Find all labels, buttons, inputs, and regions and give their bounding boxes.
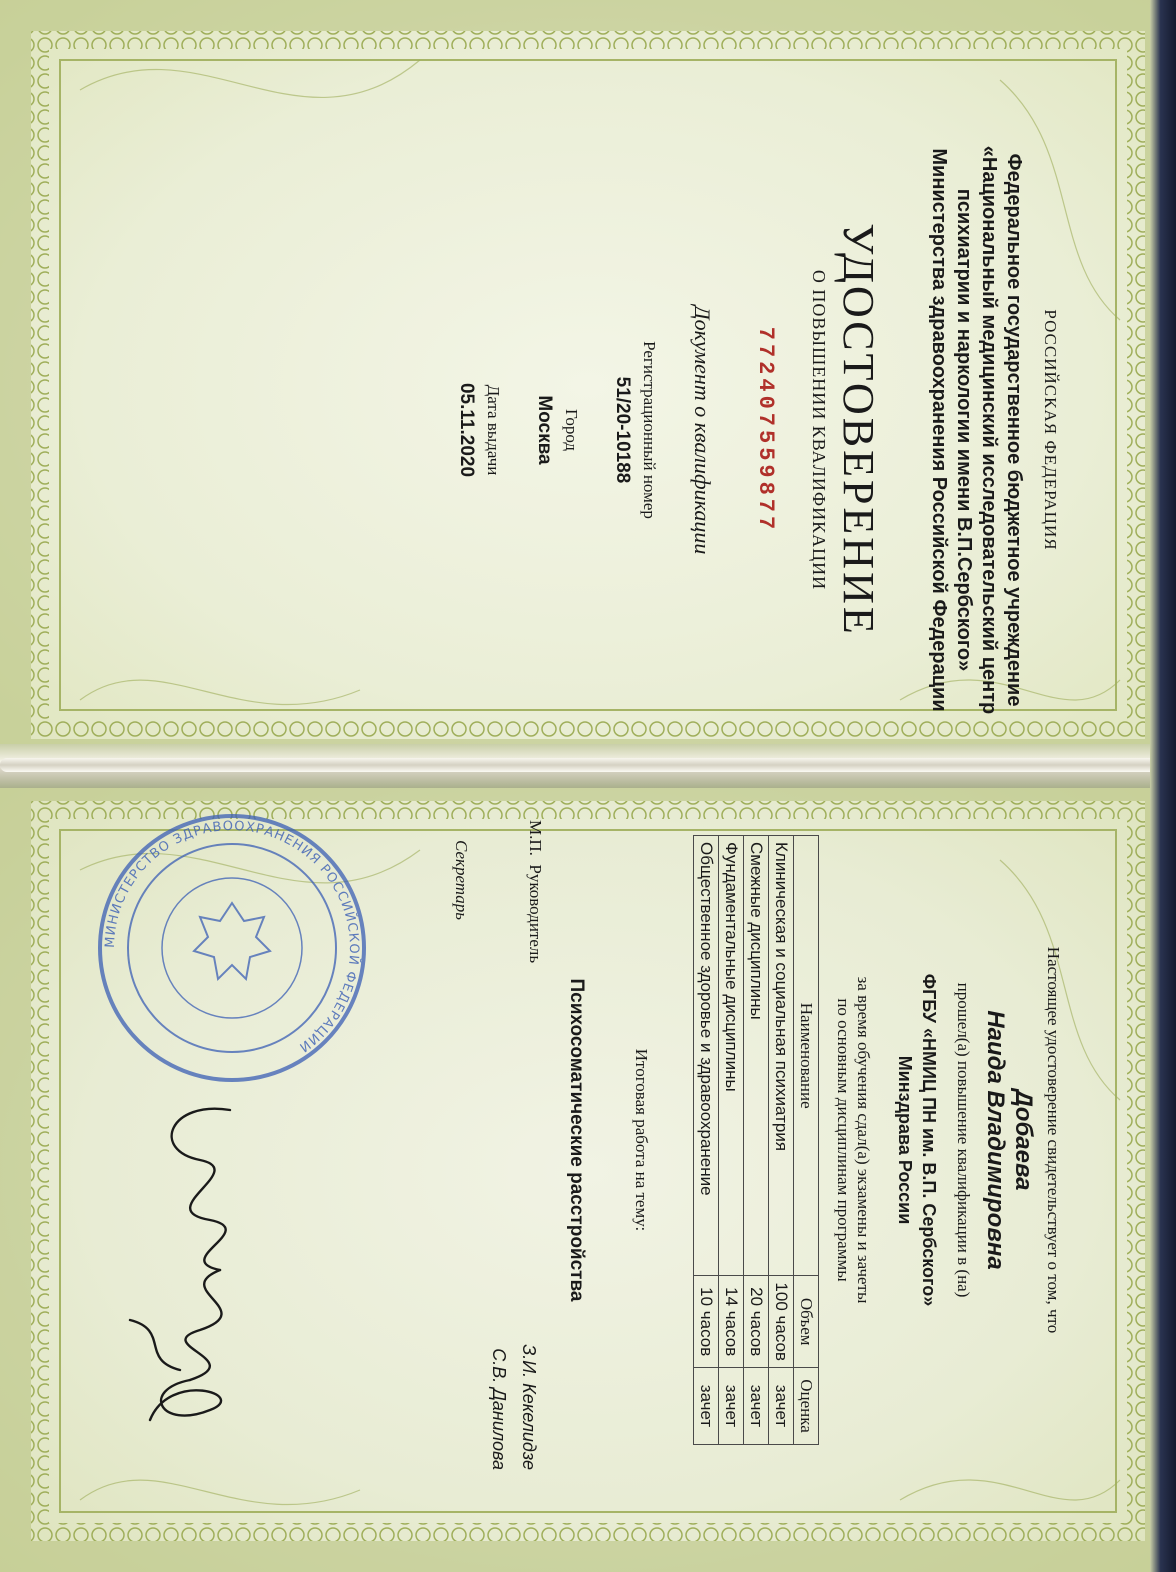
institution-line: ФГБУ «НМИЦ ПН им. В.П. Сербского» <box>919 973 939 1307</box>
subject-name: Фундаментальные дисциплины <box>719 836 744 1276</box>
issuing-organization <box>926 110 1026 750</box>
subject-name: Клиническая и социальная психиатрия <box>769 836 794 1276</box>
column-header-grade: Оценка <box>794 1368 819 1445</box>
organization-line: Федеральное государственное бюджетное учреждение <box>1003 153 1025 707</box>
issue-date-label: Дата выдачи <box>484 384 503 476</box>
city-value: Москва <box>534 395 555 465</box>
subject-volume: 100 часов <box>769 1276 794 1368</box>
training-institution <box>893 800 941 1480</box>
final-work-topic: Психосоматические расстройства <box>566 978 587 1302</box>
table-row <box>744 836 769 1445</box>
secretary-label: Секретарь <box>452 840 471 920</box>
column-header-name: Наименование <box>794 836 819 1276</box>
top-page <box>0 0 1176 770</box>
subject-grade: зачет <box>719 1368 744 1445</box>
subjects-table <box>693 835 819 1445</box>
organization-line: «Национальный медицинский исследовательский центр <box>978 145 1000 715</box>
registration-number: 51/20-10188 <box>612 376 633 484</box>
subject-grade: зачет <box>769 1368 794 1445</box>
signature-block <box>425 800 545 1480</box>
top-page-content <box>100 110 1100 750</box>
serial-number: 772407559877 <box>753 326 778 534</box>
table-row <box>769 836 794 1445</box>
subject-volume: 20 часов <box>744 1276 769 1368</box>
official-seal-icon <box>92 808 372 1088</box>
completed-text: прошел(а) повышение квалификации в (на) <box>954 982 973 1298</box>
stamp-place-label <box>525 820 545 963</box>
table-header-row <box>794 836 819 1445</box>
recipient-name <box>981 800 1037 1480</box>
registration-label: Регистрационный номер <box>640 341 659 519</box>
exam-line: по основным дисциплинам программы <box>834 998 853 1282</box>
city-label: Город <box>562 409 581 451</box>
organization-line: психиатрии и наркологии имени В.П.Сербского» <box>953 188 975 672</box>
document-subtitle: О ПОВЫШЕНИИ КВАЛИФИКАЦИИ <box>809 269 829 591</box>
organization-line: Министерства здравоохранения Российской Федерации <box>928 148 950 712</box>
document-kind: Документ о квалификации <box>690 305 715 555</box>
country-name: РОССИЙСКАЯ ФЕДЕРАЦИЯ <box>1041 309 1060 551</box>
institution-line: Минздрава России <box>895 1055 915 1225</box>
stamp-label: М.П. <box>526 820 545 856</box>
table-row <box>694 836 719 1445</box>
subject-name: Смежные дисциплины <box>744 836 769 1276</box>
recipient-surname: Добаева <box>1010 1089 1037 1191</box>
intro-text: Настоящее удостоверение свидетельствует о том, что <box>1044 946 1063 1334</box>
subject-volume: 10 часов <box>694 1276 719 1368</box>
issue-date: 05.11.2020 <box>456 382 477 478</box>
exam-line: за время обучения сдал(а) экзамены и зачеты <box>854 976 873 1304</box>
signatory-head: З.И. Кекелидзе <box>519 1344 539 1470</box>
subject-grade: зачет <box>694 1368 719 1445</box>
subject-volume: 14 часов <box>719 1276 744 1368</box>
final-work-label: Итоговая работа на тему: <box>632 1048 651 1232</box>
column-header-volume: Объем <box>794 1276 819 1368</box>
signatory-secretary: С.В. Данилова <box>489 1348 509 1470</box>
table-row <box>719 836 744 1445</box>
handwritten-signature <box>110 1090 280 1450</box>
document-title: УДОСТОВЕРЕНИЕ <box>834 223 883 637</box>
exam-text <box>833 800 873 1480</box>
subject-name: Общественное здоровье и здравоохранение <box>694 836 719 1276</box>
recipient-given-names: Наида Владимировна <box>982 1010 1009 1270</box>
head-label: Руководитель <box>526 864 545 964</box>
seal-text: МИНИСТЕРСТВО ЗДРАВООХРАНЕНИЯ РОССИЙСКОЙ ФЕДЕРАЦИИ <box>102 818 362 1055</box>
subject-grade: зачет <box>744 1368 769 1445</box>
binding-cord <box>0 758 1176 772</box>
cover-edge <box>1150 0 1176 1572</box>
